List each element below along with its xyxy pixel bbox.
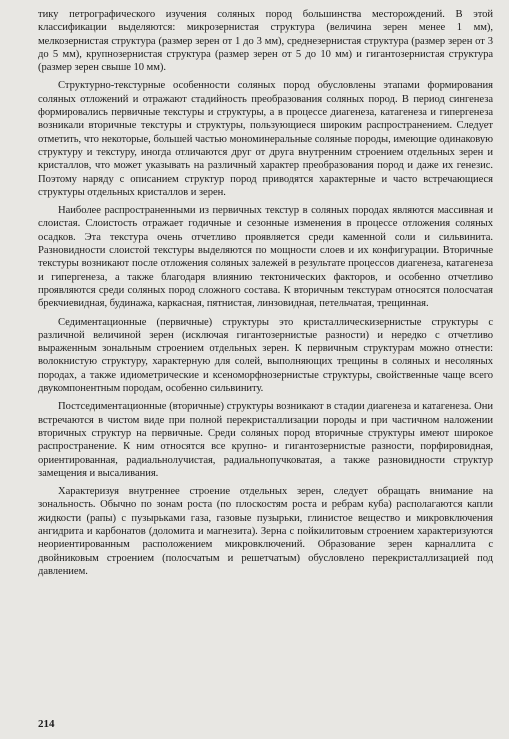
page-number: 214 bbox=[38, 718, 55, 730]
paragraph-6: Характеризуя внутреннее строение отдельных зерен, следует обращать внимание на зональность. Обычно по зонам роста (по плоскостям роста и ребрам куба) располагаются капли жидкости (рапы) с пузырьками газа, газовые пузырьки, глинистое вещество и микровключения ангидрита и карбонатов (доломита и магнезита). Зерна с пойкилитовым строением характеризуются неориентированным расположением микровключений. Образование зерен карналлита с двойниковым строением (полосчатым и решетчатым) обусловлено перекристаллизацией под давлением. bbox=[38, 486, 493, 577]
paragraph-5: Постседиментационные (вторичные) структуры возникают в стадии диагенеза и катагенеза. Они встречаются в чистом виде при полной перекристаллизации породы и при частичном наложении вторичных структур на первичные. Среди соляных пород вторичные структуры имеют широкое распространение. К ним относятся все крупно- и гигантозернистые разности, порфировидная, ориентированная, радиальнолучистая, радиальнопучковатая, а также разновидности структур замещения и высаливания. bbox=[38, 401, 493, 479]
paragraph-4: Седиментационные (первичные) структуры это кристаллическизернистые структуры с различной величиной зерен (исключая гигантозернистые разности) и нередко с отчетливо выраженным зональным строением отдельных зерен. К первичным структурам можно отнести: волокнистую структуру, характерную для солей, выполняющих трещины в соляных и несоляных породах, а также идиометрические и ксеноморфнозернистые структуры, свойственные чаще всего двукомпонентным породам, особенно сильвиниту. bbox=[38, 316, 493, 395]
paragraph-1: тику петрографического изучения соляных пород большинства месторождений. В этой классификации выделяются: микрозернистая структура (величина зерен менее 1 мм), мелкозернистая структура (размер зерен от 1 до 3 мм), среднезернистая структура (размер зерен от 3 до 5 мм), крупнозернистая структура (размер зерен от 5 до 10 мм) и гигантозернистая структура (размер зерен свыше 10 мм). bbox=[38, 9, 493, 74]
body-text bbox=[38, 8, 493, 578]
paragraph-2: Структурно-текстурные особенности соляных пород обусловлены этапами формирования соляных отложений и отражают стадийность преобразования соляных пород. В период сингенеза формировались первичные текстуры и структуры, а в процессе диагенеза, катагенеза и гипергенеза возникали вторичные текстуры и структуры, пользующиеся широким распространением. Следует отметить, что некоторые, большей частью мономинеральные соляные породы, имеющие одинаковую структуру и текстуру, иногда отличаются друг от друга внутренним строением отдельных зерен и кристаллов, что может указывать на различный характер преобразования пород и даже их генезис. Поэтому наряду с описанием структур пород приводятся характерные и часто встречающиеся структуры отдельных кристаллов и зерен. bbox=[38, 80, 493, 198]
paragraph-3: Наиболее распространенными из первичных текстур в соляных породах являются массивная и слоистая. Слоистость отражает годичные и сезонные изменения в процессе отложения соляных осадков. Эта текстура очень отчетливо проявляется среди каменной соли и сильвинита. Разновидности слоистой текстуры выделяются по мощности слоев и их конфигурации. Вторичные текстуры возникают после отложения соляных залежей в результате процессов диагенеза, катагенеза и гипергенеза, а также благодаря влиянию тектонических факторов, и особенно отчетливо проявляются среди соляных пород сложного состава. К вторичным текстурам относятся полосчатая брекчиевидная, будинажа, каркасная, пятнистая, линзовидная, петельчатая, трещинная. bbox=[38, 205, 493, 310]
